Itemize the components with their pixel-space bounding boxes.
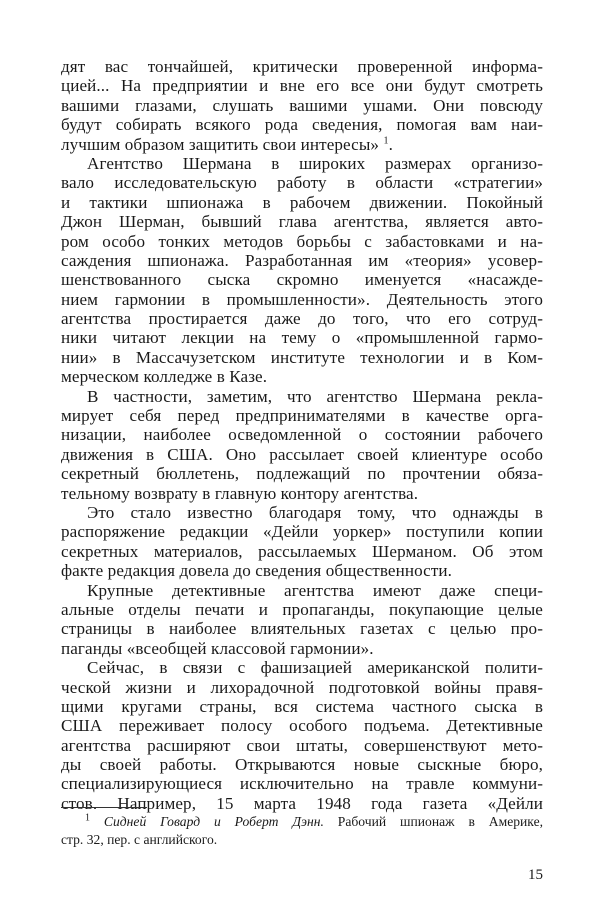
text-line: низации, наиболее осведомленной о состоянии рабочего [61, 425, 543, 445]
text-line: и тактики шпионажа в рабочем движении. Покойный [61, 192, 543, 212]
text-line: саждения шпионажа. Разработанная им «теория» усовер- [61, 250, 543, 270]
text-line: Это стало известно благодаря тому, что однажды в [87, 502, 543, 522]
footnote-line: стр. 32, пер. с английского. [61, 831, 218, 847]
text-line: нии» в Массачузетском институте технологии и в Ком- [61, 347, 543, 367]
footnote-authors: Сидней Говард и Роберт Дэнн. [103, 814, 324, 829]
text-line: специализирующиеся исключительно на травле коммуни- [61, 774, 543, 794]
footnote-reference: 1 [383, 134, 389, 146]
text-line: Сейчас, в связи с фашизацией американской полити- [87, 658, 543, 678]
text-line: ники читают лекции на тему о «промышленной гармо- [61, 328, 543, 348]
paragraph-1 [61, 57, 543, 154]
text-line: стов. Например, 15 марта 1948 года газета «Дейли [61, 793, 543, 813]
text-line: страницы в наиболее влиятельных газетах с целью про- [61, 619, 543, 639]
text-line: дят вас тончайшей, критически проверенной информа- [61, 57, 543, 76]
text-line: ды своей работы. Открываются новые сыскные бюро, [61, 755, 543, 775]
text-line: паганды «всеобщей классовой гармонии». [61, 638, 374, 658]
text-line: движения в США. Оно рассылает своей клиентуре особо [61, 444, 543, 464]
text-line: секретный бюллетень, подлежащий по прочтении обяза- [61, 464, 543, 484]
text-line: Агентство Шермана в широких размерах организо- [87, 153, 543, 173]
page-body [61, 57, 543, 813]
text-line: Крупные детективные агентства имеют даже специ- [87, 580, 543, 600]
footnote-title: Рабочий шпионаж в Америке, [337, 814, 543, 829]
text-line: ром особо тонких методов борьбы с забастовками и на- [61, 231, 543, 251]
paragraph-3 [61, 387, 543, 503]
text-line: агентства простирается даже до того, что его сотруд- [61, 309, 543, 329]
footnote-divider [61, 807, 147, 808]
text-line: мерческом колледже в Казе. [61, 367, 268, 387]
text-line: США переживает полосу особого подъема. Детективные [61, 716, 543, 736]
text-line: тельному возврату в главную контору агентства. [61, 483, 419, 503]
paragraph-6 [61, 658, 543, 813]
text-line: мирует себя перед предпринимателями в качестве орга- [61, 406, 543, 426]
text-line: щими кругами страны, вся система частного сыска в [61, 696, 543, 716]
paragraph-4 [61, 503, 543, 581]
text-line: В частности, заметим, что агентство Шермана рекла- [87, 386, 543, 406]
text-line: распоряжение редакции «Дейли уоркер» поступили копии [61, 522, 543, 542]
text-line: нием гармонии в промышленности». Деятельность этого [61, 289, 543, 309]
text-line: агентства расширяют свои штаты, совершенствуют мето- [61, 735, 543, 755]
text-line: лучшим образом защитить свои интересы» $^1$. [61, 134, 393, 154]
text-line: альные отделы печати и пропаганды, покупающие целые [61, 599, 543, 619]
footnote [61, 813, 543, 848]
paragraph-5 [61, 581, 543, 659]
footnote-marker: 1 [85, 812, 90, 824]
text-line: вашими глазами, слушать вашими ушами. Они повсюду [61, 95, 543, 115]
paragraph-2 [61, 154, 543, 387]
footnote-line [61, 813, 543, 831]
text-line: секретных материалов, рассылаемых Шерманом. Об этом [61, 541, 543, 561]
text-line: цией... На предприятии и вне его все они будут смотреть [61, 76, 543, 96]
text-line: факте редакция довела до сведения общественности. [61, 561, 453, 581]
text-line: ческой жизни и лихорадочной подготовкой войны правя- [61, 677, 543, 697]
text-line: шенствованного сыска скромно именуется «насажде- [61, 270, 543, 290]
text-line: будут собирать всякого рода сведения, помогая вам наи- [61, 115, 543, 135]
text-line: вало исследовательскую работу в области «стратегии» [61, 173, 543, 193]
text-line: Джон Шерман, бывший глава агентства, является авто- [61, 212, 543, 232]
text-line-content: лучшим образом защитить свои интересы» [61, 134, 380, 154]
page-number: 15 [528, 867, 543, 883]
